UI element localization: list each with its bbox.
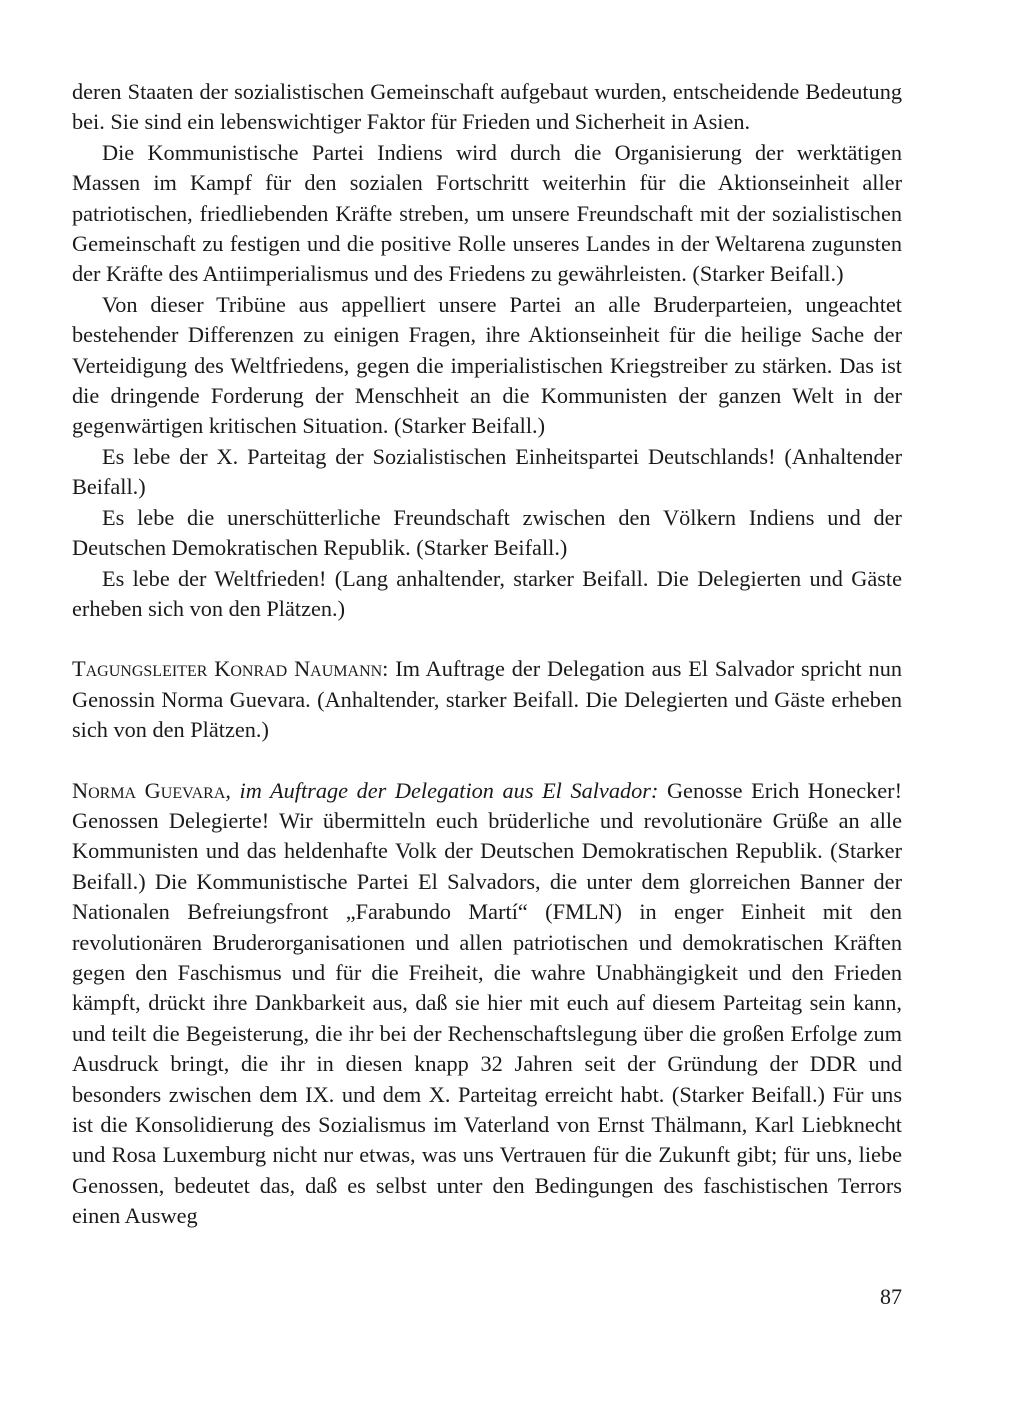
speech-text: Genosse Erich Honecker! Genossen Delegierte! Wir übermitteln euch brüderliche und revolutionäre Grüße an alle Kommunisten und das heldenhafte Volk der Deutschen Demokratischen Republik. (Starker Beifall.) Die Kommunistische Partei El Salvadors, die unter dem glorreichen Banner der Nationalen Befreiungsfront „Farabundo Martí“ (FMLN) in enger Einheit mit den revolutionären Bruderorganisationen und allen patriotischen und demokratischen Kräften gegen den Faschismus und für die Freiheit, die wahre Unabhängigkeit und den Frieden kämpft, drückt ihre Dankbarkeit aus, daß sie hier mit euch auf diesem Parteitag sein kann, und teilt die Begeisterung, die ihr bei der Rechenschaftslegung über die großen Erfolge zum Ausdruck bringt, die ihr in diesen knapp 32 Jahren seit der Gründung der DDR und besonders zwischen dem IX. und dem X. Parteitag erreicht habt. (Starker Beifall.) Für uns ist die Konsolidierung des Sozialismus im Vaterland von Ernst Thälmann, Karl Liebknecht und Rosa Luxemburg nicht nur etwas, was uns Vertrauen für die Zukunft gibt; für uns, liebe Genossen, bedeutet das, daß es selbst unter den Bedingungen des faschistischen Terrors einen Ausweg bbox=[72, 777, 903, 1229]
chair-announcement bbox=[72, 654, 902, 745]
paragraph-salute-party-congress: Es lebe der X. Parteitag der Sozialistischen Einheitspartei Deutschlands! (Anhaltender Beifall.) bbox=[72, 443, 902, 500]
paragraph-salute-friendship: Es lebe die unerschütterliche Freundschaft zwischen den Völkern Indiens und der Deutschen Demokratischen Republik. (Starker Beifall.) bbox=[72, 504, 902, 561]
paragraph-appeal: Von dieser Tribüne aus appelliert unsere Partei an alle Bruderparteien, ungeachtet bestehender Differenzen zu einigen Fragen, ihre Aktionseinheit für die heilige Sache der Verteidigung des Weltfriedens, gegen die imperialistischen Kriegstreiber zu stärken. Das ist die dringende Forderung der Menschheit an die Kommunisten der ganzen Welt in der gegenwärtigen kritischen Situation. (Starker Beifall.) bbox=[72, 291, 902, 439]
paragraph-salute-peace: Es lebe der Weltfrieden! (Lang anhaltender, starker Beifall. Die Delegierten und Gäste erheben sich von den Plätzen.) bbox=[72, 565, 902, 621]
chair-speaker-name: Tagungsleiter Konrad Naumann: bbox=[72, 656, 389, 682]
page-number: 87 bbox=[880, 1284, 902, 1309]
paragraph-continuation: deren Staaten der sozialistischen Gemeinschaft aufgebaut wurden, entscheidende Bedeutung bei. Sie sind ein lebenswichtiger Faktor für Frieden und Sicherheit in Asien. bbox=[72, 79, 902, 135]
speech-paragraph bbox=[72, 776, 902, 1232]
speaker-name: Norma Guevara, bbox=[72, 777, 231, 803]
document-page bbox=[72, 77, 902, 1232]
paragraph-cpi-unity: Die Kommunistische Partei Indiens wird durch die Organisierung der werktätigen Massen im Kampf für den sozialen Fortschritt weiterhin für die Aktionseinheit aller patriotischen, friedliebenden Kräfte streben, um unsere Freundschaft mit der sozialistischen Gemeinschaft zu festigen und die positive Rolle unseres Landes in der Weltarena zugunsten der Kräfte des Antiimperialismus und des Friedens zu gewährleisten. (Starker Beifall.) bbox=[72, 139, 902, 287]
speaker-role: im Auftrage der Delegation aus El Salvador: bbox=[230, 777, 659, 803]
chair-announcement-text: Im Auftrage der Delegation aus El Salvador spricht nun Genossin Norma Guevara. (Anhaltender, starker Beifall. Die Delegierten und Gäste erheben sich von den Plätzen.) bbox=[72, 656, 902, 743]
